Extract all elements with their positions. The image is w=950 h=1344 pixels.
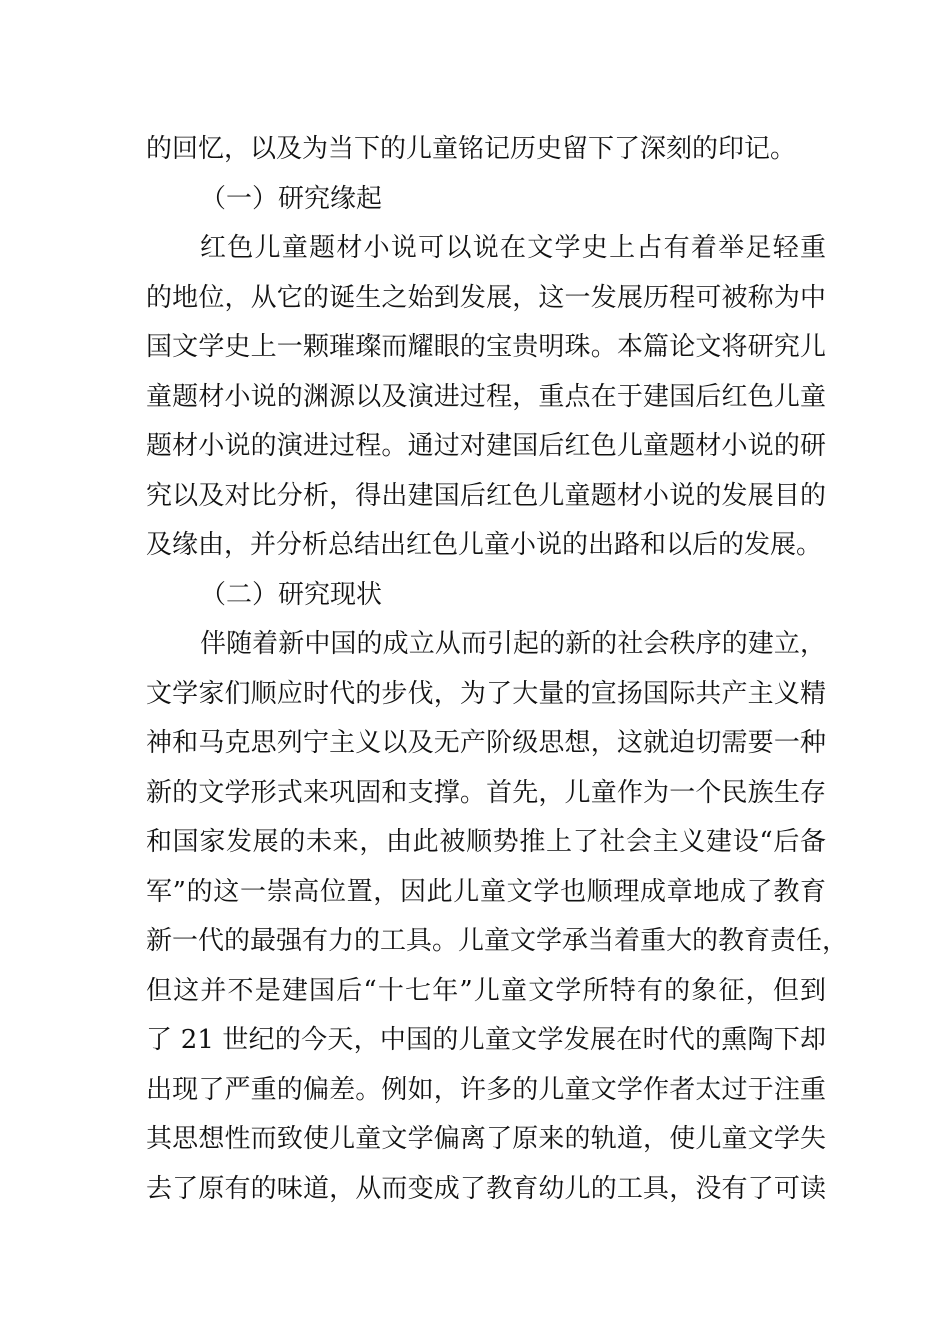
section-heading-research-status: （二）研究现状: [200, 579, 383, 610]
paragraph-line: 童题材小说的渊源以及演进过程，重点在于建国后红色儿童: [146, 381, 826, 412]
paragraph-line: 军”的这一崇高位置，因此儿童文学也顺理成章地成了教育: [146, 876, 826, 907]
paragraph-line: 了 21 世纪的今天，中国的儿童文学发展在时代的熏陶下却: [146, 1025, 826, 1055]
paragraph-line: 新的文学形式来巩固和支撑。首先，儿童作为一个民族生存: [146, 777, 826, 808]
paragraph-line: 国文学史上一颗璀璨而耀眼的宝贵明珠。本篇论文将研究儿: [146, 332, 826, 362]
paragraph-line: 红色儿童题材小说可以说在文学史上占有着举足轻重: [200, 233, 826, 263]
paragraph-line: 神和马克思列宁主义以及无产阶级思想，这就迫切需要一种: [146, 728, 826, 758]
paragraph-line: 的地位，从它的诞生之始到发展，这一发展历程可被称为中: [146, 282, 826, 313]
paragraph-line: 和国家发展的未来，由此被顺势推上了社会主义建设“后备: [146, 827, 826, 857]
paragraph-line: 及缘由，并分析总结出红色儿童小说的出路和以后的发展。: [146, 530, 823, 560]
paragraph-line: 出现了严重的偏差。例如，许多的儿童文学作者太过于注重: [146, 1074, 826, 1105]
paragraph-line: 其思想性而致使儿童文学偏离了原来的轨道，使儿童文学失: [146, 1124, 826, 1154]
paragraph-line: 文学家们顺应时代的步伐，为了大量的宣扬国际共产主义精: [146, 678, 826, 709]
paragraph-line: 新一代的最强有力的工具。儿童文学承当着重大的教育责任，: [146, 926, 849, 956]
document-body: [146, 125, 849, 1214]
paragraph-line: 究以及对比分析，得出建国后红色儿童题材小说的发展目的: [146, 480, 826, 511]
paragraph-line: 但这并不是建国后“十七年”儿童文学所特有的象征，但到: [146, 975, 826, 1006]
paragraph-line: 去了原有的味道，从而变成了教育幼儿的工具，没有了可读: [146, 1173, 826, 1204]
paragraph-line: 的回忆，以及为当下的儿童铭记历史留下了深刻的印记。: [146, 134, 797, 164]
paragraph-line: 题材小说的演进过程。通过对建国后红色儿童题材小说的研: [146, 431, 826, 461]
paragraph-line: 伴随着新中国的成立从而引起的新的社会秩序的建立，: [200, 629, 826, 659]
section-heading-research-origin: （一）研究缘起: [200, 183, 383, 214]
